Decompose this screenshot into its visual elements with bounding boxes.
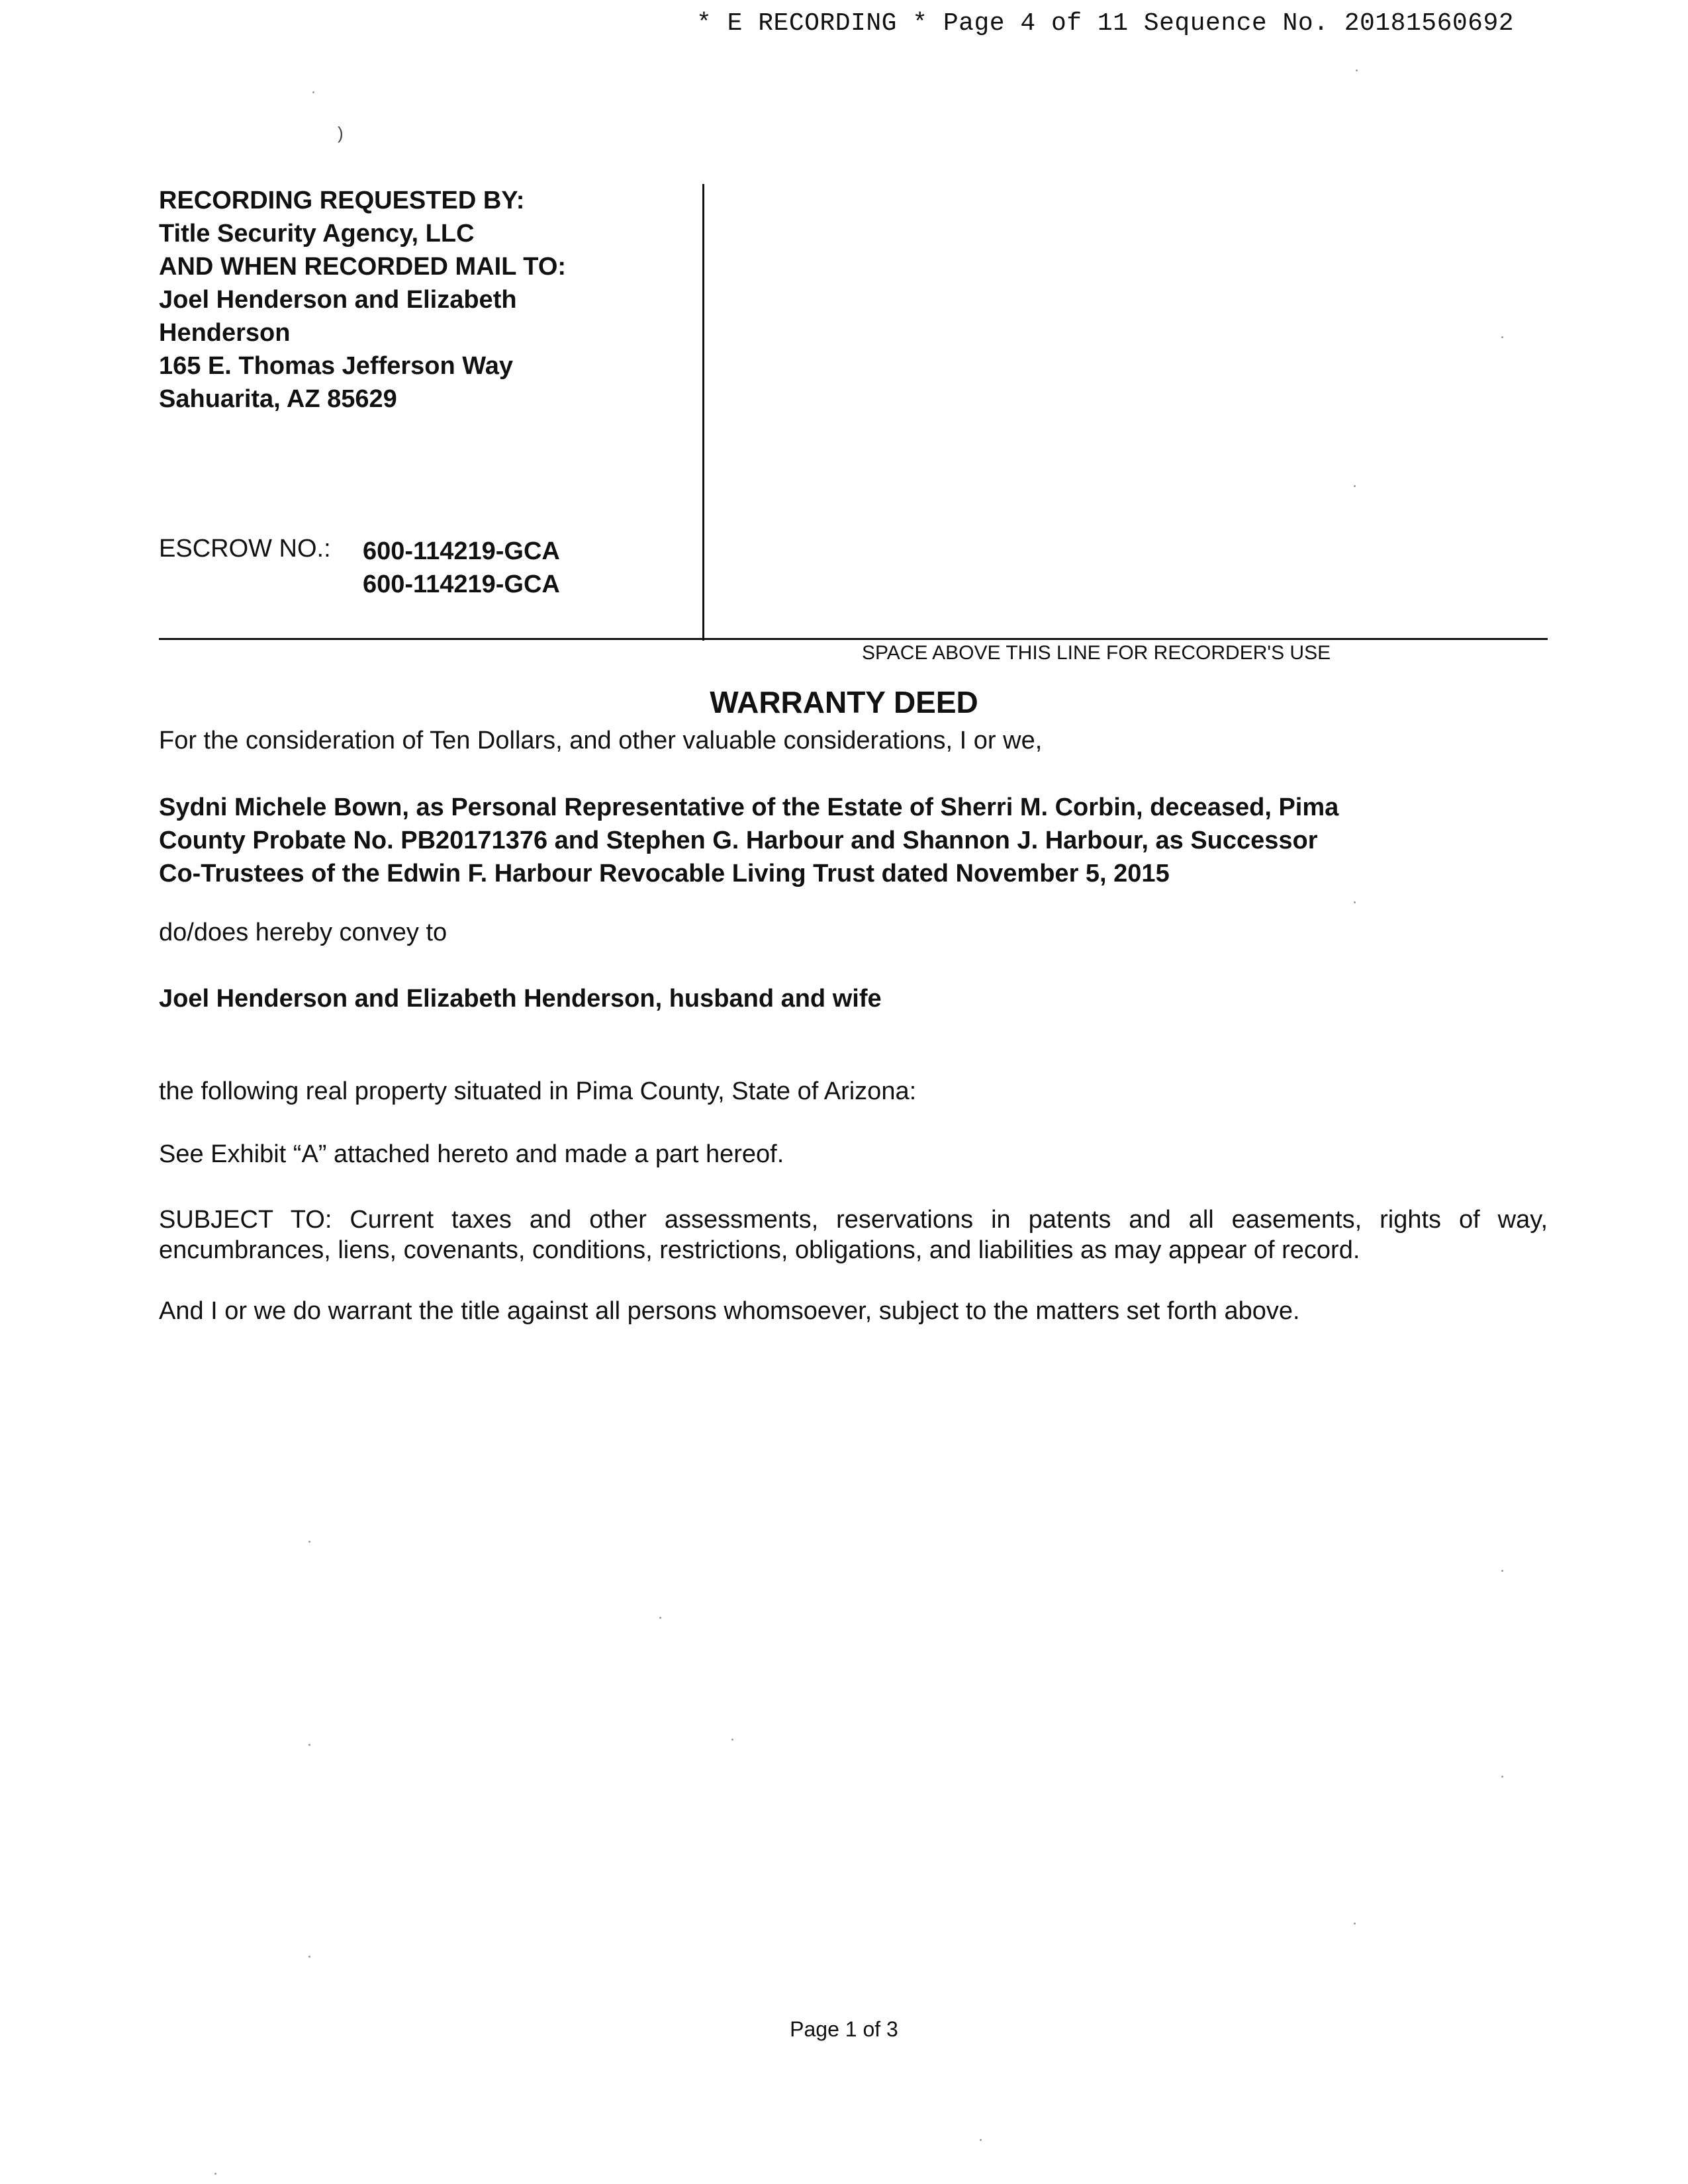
- mail-to-name-line-2: Henderson: [159, 319, 291, 347]
- exhibit-paragraph: See Exhibit “A” attached hereto and made a part hereof.: [159, 1140, 784, 1168]
- grantor-line: County Probate No. PB20171376 and Stephen G. Harbour and Shannon J. Harbour, as Successor: [159, 827, 1318, 854]
- mail-to-city: Sahuarita, AZ 85629: [159, 385, 397, 413]
- scan-speck: [1501, 336, 1503, 338]
- scan-speck: [1354, 485, 1356, 487]
- recording-request-block: [159, 184, 566, 416]
- warranty-paragraph: And I or we do warrant the title against all persons whomsoever, subject to the matters set forth above.: [159, 1297, 1300, 1325]
- scan-speck: [214, 2173, 216, 2175]
- grantors-paragraph: [159, 791, 1549, 890]
- scan-speck: [1354, 901, 1356, 903]
- scan-speck: [731, 1739, 733, 1741]
- subject-to-paragraph: [159, 1205, 1549, 1265]
- recorder-use-note: SPACE ABOVE THIS LINE FOR RECORDER'S USE: [862, 642, 1331, 664]
- scan-speck: [308, 1541, 310, 1543]
- grantor-line: Sydni Michele Bown, as Personal Representative of the Estate of Sherri M. Corbin, deceased, Pima: [159, 794, 1339, 821]
- escrow-number: 600-114219-GCA: [363, 537, 560, 565]
- escrow-numbers: [363, 535, 560, 601]
- grantor-line: Co-Trustees of the Edwin F. Harbour Revocable Living Trust dated November 5, 2015: [159, 860, 1170, 887]
- recording-stamp-header: * E RECORDING * Page 4 of 11 Sequence No. 20181560692: [696, 9, 1515, 38]
- scan-speck: [1356, 69, 1358, 71]
- convey-paragraph: do/does hereby convey to: [159, 919, 447, 946]
- scan-speck: [308, 1744, 310, 1746]
- scan-speck: [308, 1956, 310, 1958]
- grantees-paragraph: Joel Henderson and Elizabeth Henderson, husband and wife: [159, 985, 882, 1013]
- recorder-box-divider: [702, 184, 704, 641]
- scan-speck: [312, 91, 314, 93]
- document-title: WARRANTY DEED: [710, 685, 978, 719]
- subject-to-line: SUBJECT TO: Current taxes and other assessments, reservations in patents and all easements, rights of way,: [159, 1206, 1548, 1234]
- consideration-paragraph: For the consideration of Ten Dollars, and other valuable considerations, I or we,: [159, 727, 1043, 754]
- subject-to-line: encumbrances, liens, covenants, conditions, restrictions, obligations, and liabilities as may appear of record.: [159, 1236, 1360, 1264]
- page-number: Page 1 of 3: [790, 2017, 898, 2041]
- requesting-agency: Title Security Agency, LLC: [159, 220, 475, 248]
- escrow-label: ESCROW NO.:: [159, 535, 331, 563]
- recorder-space-rule: [159, 638, 1548, 640]
- mail-to-label: AND WHEN RECORDED MAIL TO:: [159, 253, 567, 281]
- scan-speck: [1354, 1923, 1356, 1925]
- property-paragraph: the following real property situated in Pima County, State of Arizona:: [159, 1077, 917, 1105]
- recording-requested-by-label: RECORDING REQUESTED BY:: [159, 187, 525, 214]
- mail-to-name-line-1: Joel Henderson and Elizabeth: [159, 286, 517, 314]
- mail-to-street: 165 E. Thomas Jefferson Way: [159, 352, 514, 380]
- scan-speck: [1501, 1570, 1503, 1572]
- scan-speck: [980, 2139, 982, 2141]
- scan-speck: [659, 1617, 661, 1619]
- scan-mark: ): [338, 123, 344, 143]
- escrow-number: 600-114219-GCA: [363, 570, 560, 598]
- scan-speck: [1501, 1776, 1503, 1778]
